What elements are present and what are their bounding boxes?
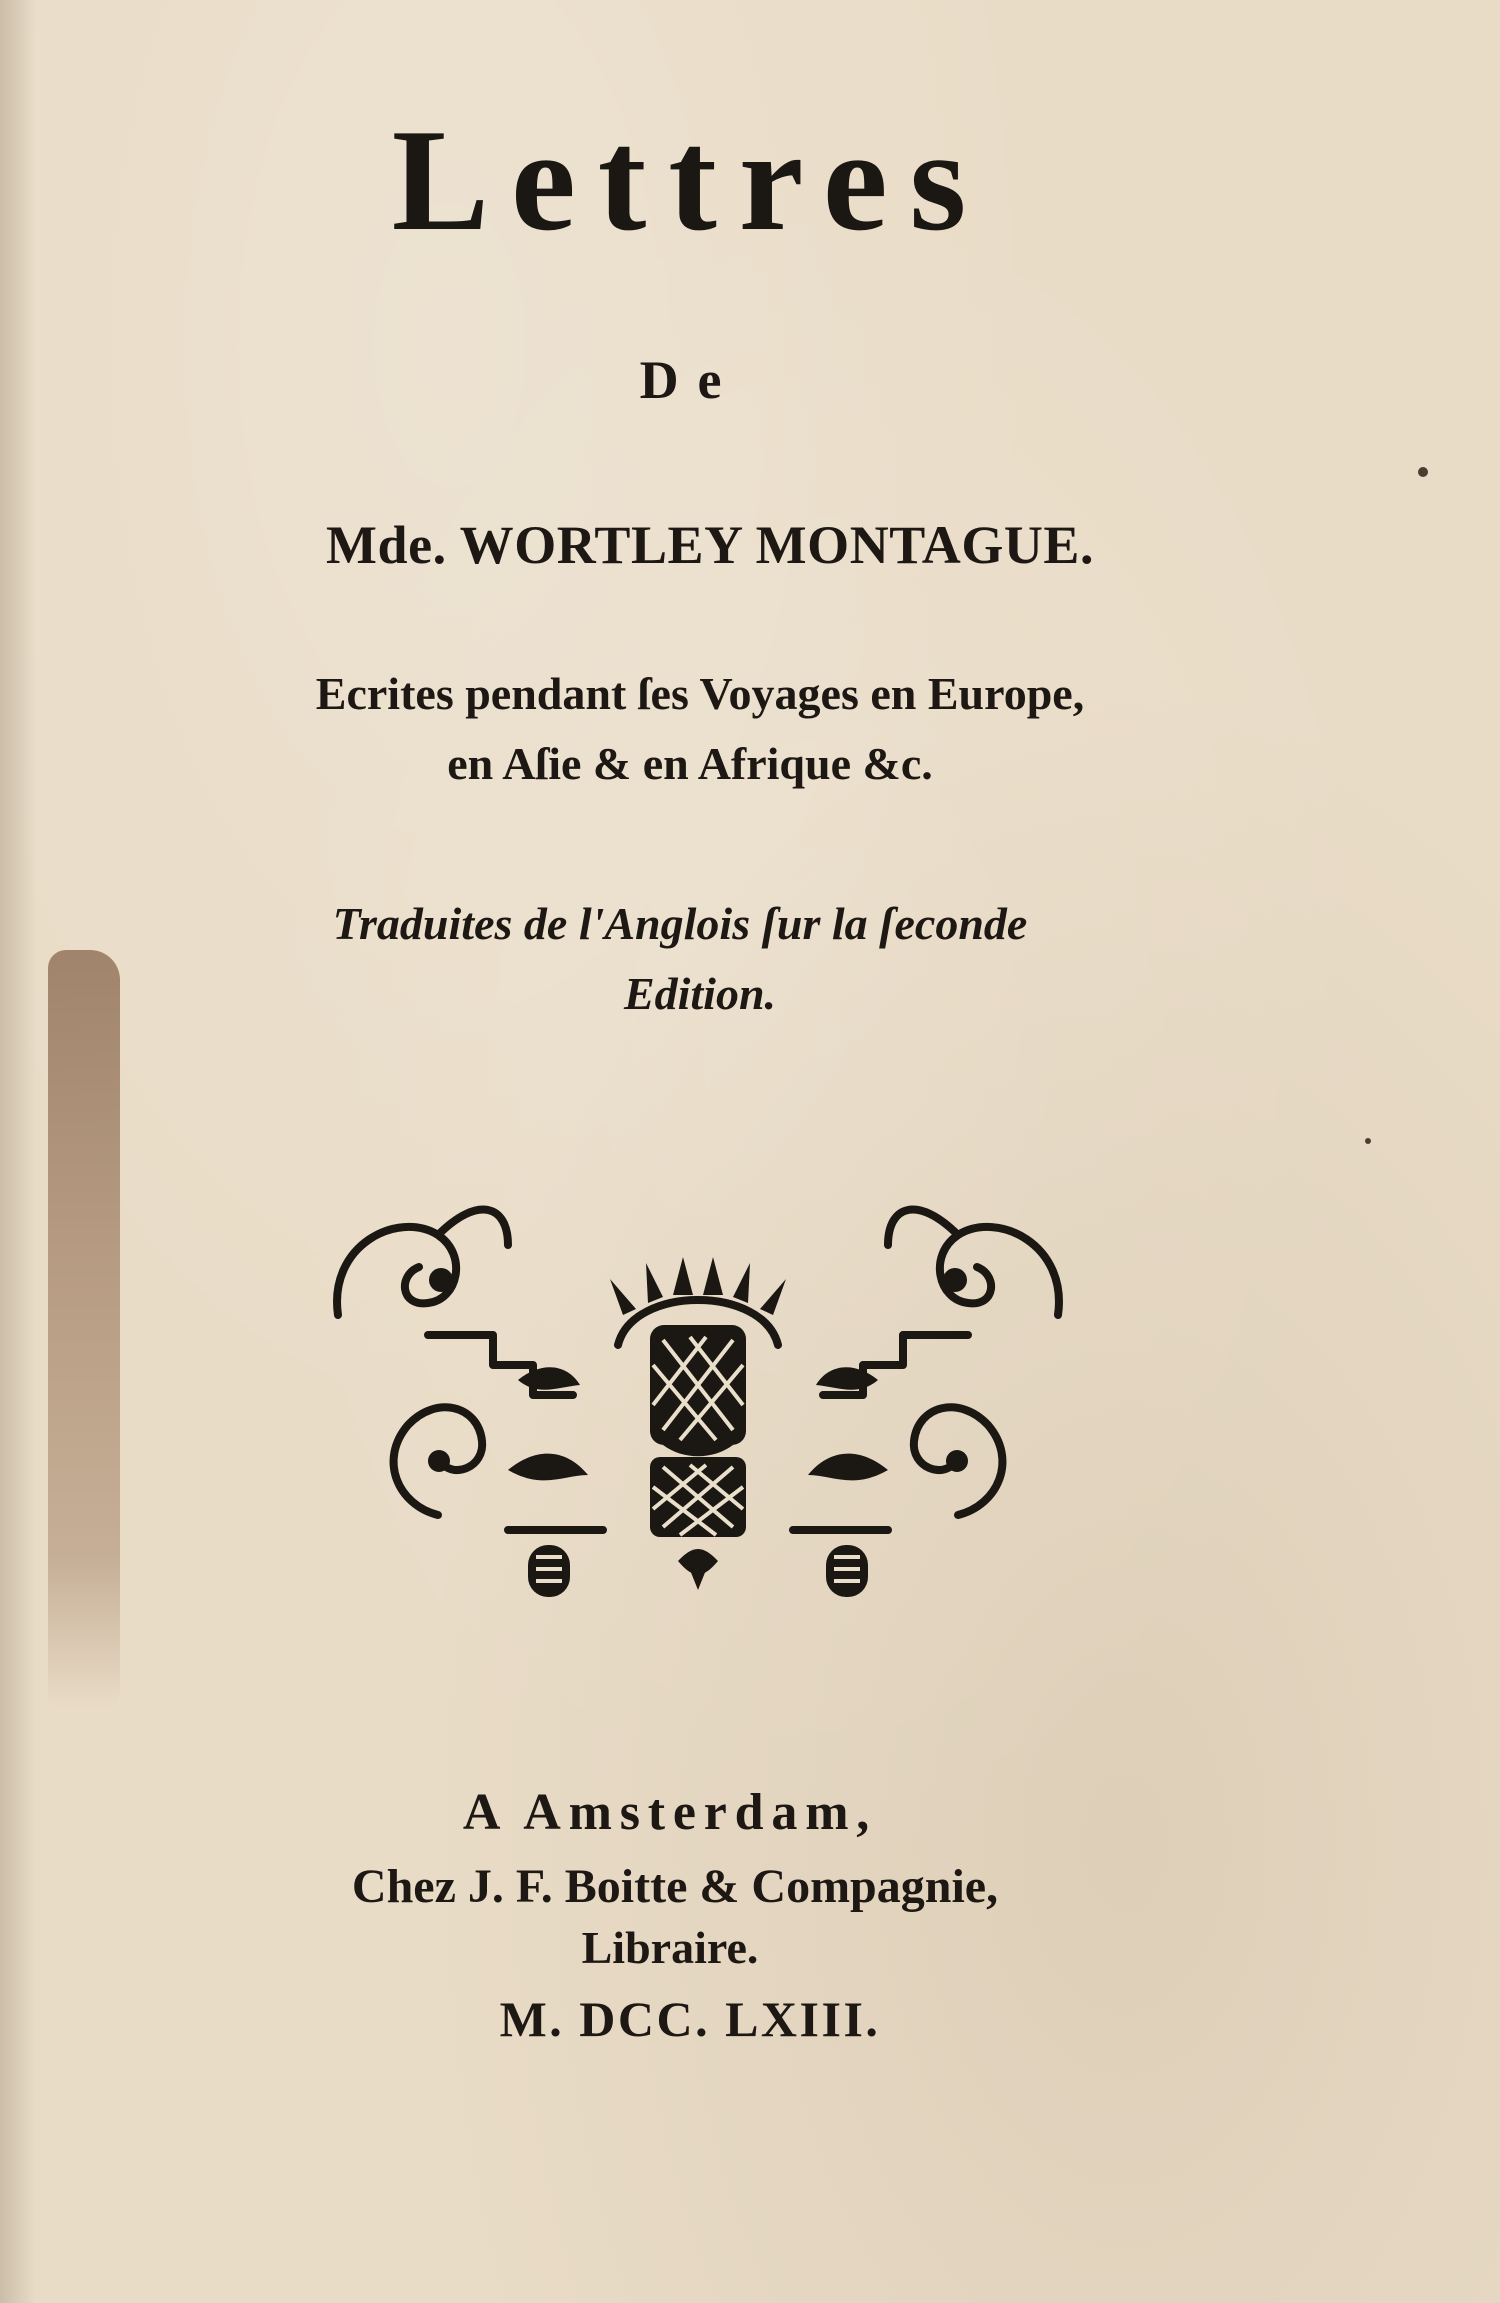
subtitle-line-2: en Aſie & en Afrique &c. <box>447 738 933 789</box>
imprint-place: A Amsterdam, <box>462 1784 878 1841</box>
imprint-year: M. DCC. LXIII. <box>499 1991 881 2047</box>
left-upper-scroll <box>337 1210 508 1315</box>
imprint-role: Libraire. <box>581 1922 759 1973</box>
printer-ornament <box>318 1175 1078 1625</box>
right-upper-scroll <box>888 1210 1059 1315</box>
title-preposition: De <box>639 350 741 410</box>
translation-line-2: Edition. <box>623 968 777 1019</box>
book-title: Lettres <box>391 99 989 261</box>
page-edge-stain <box>48 950 120 1710</box>
author-line: Mde. WORTLEY MONTAGUE. <box>325 515 1094 575</box>
ink-speck <box>1418 467 1428 477</box>
subtitle-line-1: Ecrites pendant ſes Voyages en Europe, <box>315 668 1085 719</box>
imprint-publisher: Chez J. F. Boitte & Compagnie, <box>351 1860 999 1913</box>
translation-line-1: Traduites de l'Anglois ſur la ſeconde <box>332 898 1028 949</box>
page-gutter-shadow <box>0 0 36 2303</box>
ink-speck <box>1365 1138 1371 1144</box>
